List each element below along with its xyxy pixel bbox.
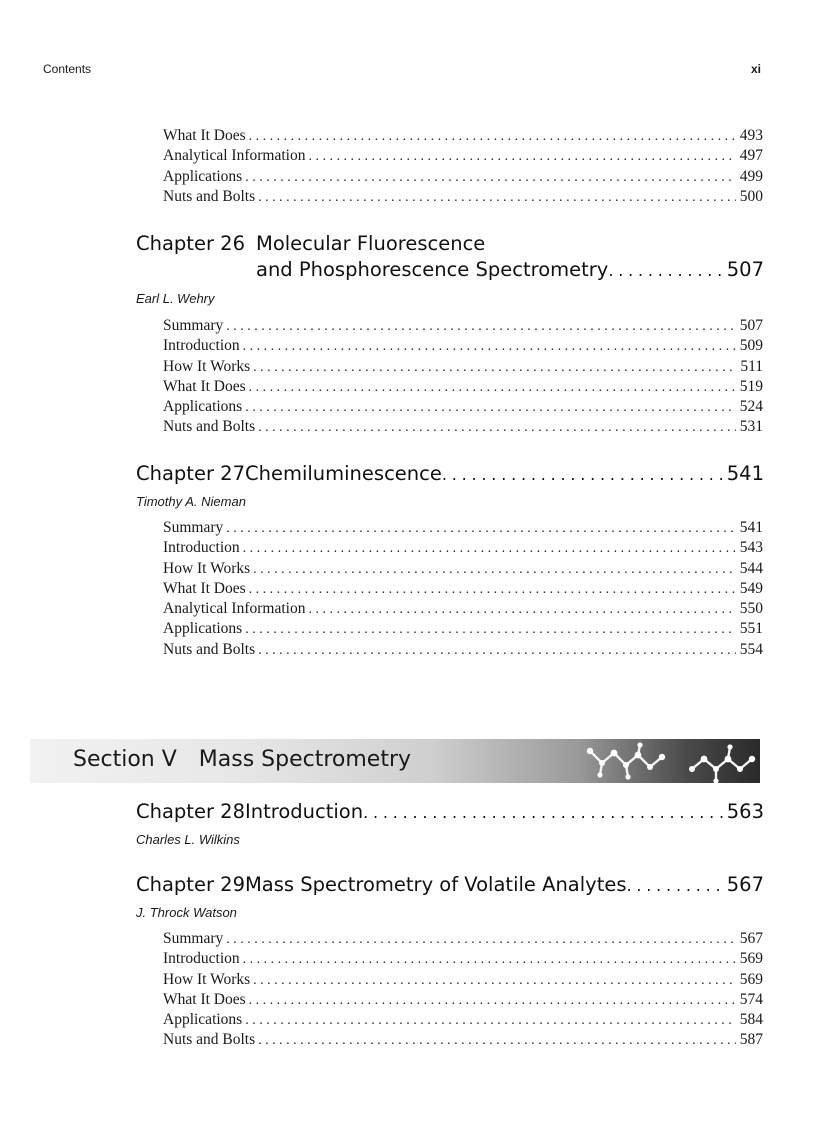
section-number: Section V: [73, 747, 177, 772]
entry-page: 499: [739, 167, 763, 185]
leader-dots: [226, 519, 735, 538]
entry-label: Analytical Information: [163, 600, 306, 618]
entry-page: 551: [739, 620, 763, 638]
toc-entry[interactable]: [163, 640, 763, 660]
leader-dots: [258, 1031, 736, 1050]
toc-entry[interactable]: [163, 949, 763, 969]
toc-entry[interactable]: [163, 599, 763, 619]
toc-entry[interactable]: [163, 619, 763, 639]
toc-entry[interactable]: [163, 970, 763, 990]
leader-dots: [308, 600, 735, 619]
chapter-title: Mass Spectrometry of Volatile Analytes: [244, 873, 627, 896]
prev-chapter-entries: [0, 126, 816, 207]
entry-label: Introduction: [163, 950, 240, 968]
entry-page: 569: [739, 970, 763, 988]
entry-label: How It Works: [163, 970, 251, 988]
entry-page: 500: [739, 187, 763, 205]
entry-page: 511: [740, 357, 763, 375]
chapter-heading[interactable]: [136, 872, 764, 899]
toc-entry[interactable]: [163, 397, 763, 417]
chapter-heading[interactable]: [136, 461, 764, 488]
entry-label: Applications: [163, 620, 243, 638]
chapter-title: Introduction: [244, 800, 364, 823]
leader-dots: [243, 950, 736, 969]
entry-label: What It Does: [163, 127, 246, 144]
entry-page: 519: [739, 377, 763, 395]
leader-dots: [249, 580, 736, 599]
leader-dots: [249, 127, 736, 146]
leader-dots: [442, 462, 725, 488]
leader-dots: [243, 539, 736, 558]
toc-entry[interactable]: [163, 990, 763, 1010]
entry-label: How It Works: [163, 559, 251, 577]
entry-page: 584: [739, 1011, 763, 1029]
entry-label: How It Works: [163, 357, 251, 375]
entry-page: 531: [739, 418, 763, 436]
leader-dots: [363, 800, 725, 826]
toc-entry[interactable]: [163, 518, 763, 538]
entry-label: Applications: [163, 1011, 243, 1029]
entry-page: 524: [739, 398, 763, 416]
entry-page: 587: [739, 1031, 763, 1049]
chapter-page: 507: [726, 258, 764, 281]
entry-label: Nuts and Bolts: [163, 418, 256, 436]
entry-label: Nuts and Bolts: [163, 640, 256, 658]
entry-label: Introduction: [163, 337, 240, 355]
toc-entry[interactable]: [163, 417, 763, 437]
entry-page: 509: [739, 337, 763, 355]
entry-page: 550: [739, 600, 763, 618]
chapter-number: Chapter 29: [136, 873, 245, 896]
toc-entry[interactable]: [163, 559, 763, 579]
chapter-heading[interactable]: [136, 231, 764, 284]
leader-dots: [253, 560, 736, 579]
leader-dots: [627, 873, 725, 899]
entry-page: 493: [739, 127, 763, 144]
running-head-section: Contents: [43, 62, 92, 76]
entry-label: Analytical Information: [163, 147, 306, 165]
chapter-page: 563: [726, 800, 764, 823]
toc-entry[interactable]: [163, 336, 763, 356]
leader-dots: [249, 991, 736, 1010]
chapter-title-cont: and Phosphorescence Spectrometry: [256, 258, 609, 281]
leader-dots: [245, 620, 736, 639]
chapter-page: 541: [726, 462, 764, 485]
toc-entry[interactable]: [163, 187, 763, 207]
entry-label: Applications: [163, 167, 243, 185]
toc-entry[interactable]: [163, 1010, 763, 1030]
toc-entry[interactable]: [163, 316, 763, 336]
leader-dots: [249, 378, 736, 397]
chapter-heading[interactable]: [136, 799, 764, 826]
entry-label: Nuts and Bolts: [163, 1031, 256, 1049]
entry-label: What It Does: [163, 990, 246, 1008]
entry-page: 543: [739, 539, 763, 557]
section-banner[interactable]: [30, 739, 760, 783]
chapter-author: Charles L. Wilkins: [136, 832, 240, 847]
entry-label: What It Does: [163, 377, 246, 395]
entry-label: Introduction: [163, 539, 240, 557]
toc-entry[interactable]: [163, 146, 763, 166]
section-label: [73, 747, 411, 772]
toc-entry[interactable]: [163, 579, 763, 599]
entry-page: 567: [739, 930, 763, 947]
toc-entry[interactable]: [163, 538, 763, 558]
section-title: Mass Spectrometry: [198, 747, 412, 772]
leader-dots: [253, 358, 736, 377]
chapter-author: Earl L. Wehry: [136, 291, 215, 306]
entry-page: 569: [739, 950, 763, 968]
running-head: [43, 62, 761, 78]
chapter-entries: [0, 518, 816, 660]
molecule-graphic-icon: [580, 739, 760, 783]
leader-dots: [245, 398, 736, 417]
leader-dots: [243, 337, 736, 356]
chapter-entries: [0, 316, 816, 438]
entry-page: 544: [739, 559, 763, 577]
entry-page: 549: [739, 579, 763, 597]
toc-entry[interactable]: [163, 167, 763, 187]
toc-entry[interactable]: [163, 377, 763, 397]
toc-entry[interactable]: [163, 1030, 763, 1050]
toc-entry[interactable]: [163, 126, 763, 146]
chapter-entries: [0, 929, 816, 1051]
leader-dots: [258, 641, 736, 660]
entry-label: Nuts and Bolts: [163, 187, 256, 205]
leader-dots: [258, 418, 736, 437]
leader-dots: [253, 971, 736, 990]
entry-page: 574: [739, 990, 763, 1008]
chapter-title: Molecular Fluorescence: [256, 232, 486, 255]
toc-entry[interactable]: [163, 357, 763, 377]
entry-label: Summary: [163, 519, 224, 536]
entry-page: 541: [739, 519, 763, 536]
page-number: xi: [750, 62, 761, 76]
leader-dots: [226, 930, 735, 949]
chapter-author: J. Throck Watson: [136, 905, 237, 920]
entry-page: 554: [739, 640, 763, 658]
leader-dots: [226, 317, 735, 336]
entry-label: Applications: [163, 398, 243, 416]
chapter-number: Chapter 27: [136, 462, 245, 485]
toc-entry[interactable]: [163, 929, 763, 949]
entry-label: Summary: [163, 317, 224, 334]
entry-page: 497: [739, 147, 763, 165]
chapter-page: 567: [726, 873, 764, 896]
chapter-title: Chemiluminescence: [244, 462, 442, 485]
chapter-number: Chapter 28: [136, 800, 245, 823]
leader-dots: [308, 147, 735, 166]
leader-dots: [245, 168, 736, 187]
chapter-number: Chapter 26: [136, 232, 245, 255]
leader-dots: [258, 188, 736, 207]
leader-dots: [608, 258, 724, 284]
entry-page: 507: [739, 317, 763, 334]
entry-label: What It Does: [163, 579, 246, 597]
leader-dots: [245, 1011, 736, 1030]
entry-label: Summary: [163, 930, 224, 947]
chapter-author: Timothy A. Nieman: [136, 494, 246, 509]
